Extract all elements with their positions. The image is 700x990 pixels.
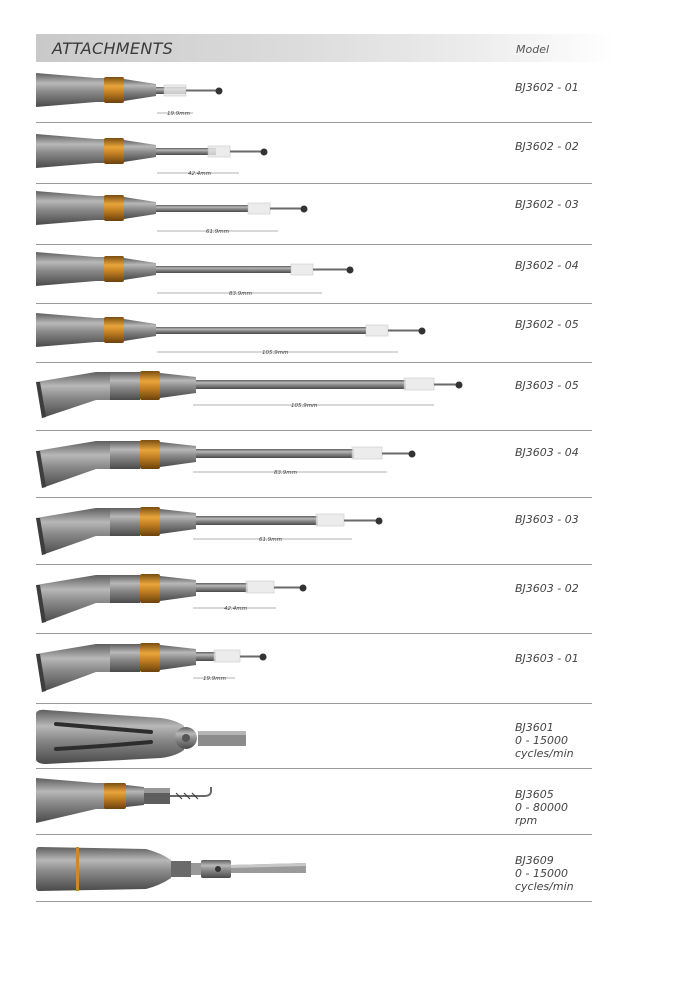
length-dimension: 19.9mm bbox=[167, 111, 190, 117]
product-row bbox=[36, 634, 592, 704]
product-row bbox=[36, 704, 592, 769]
model-number: BJ3603 - 04 bbox=[515, 446, 579, 459]
handpiece-angled-illustration bbox=[36, 498, 516, 564]
handpiece-straight-illustration bbox=[36, 123, 516, 183]
length-dimension: 61.9mm bbox=[206, 229, 229, 235]
model-number: BJ3602 - 04 bbox=[515, 259, 579, 272]
section-header bbox=[36, 34, 616, 62]
handpiece-straight-illustration bbox=[36, 62, 516, 122]
model-number: BJ3601 0 - 15000 cycles/min bbox=[515, 721, 574, 760]
length-dimension: 42.4mm bbox=[224, 606, 247, 612]
length-dimension: 83.9mm bbox=[274, 470, 297, 476]
handpiece-angled-illustration bbox=[36, 363, 516, 430]
product-row bbox=[36, 835, 592, 902]
product-row bbox=[36, 431, 592, 498]
product-row bbox=[36, 62, 592, 123]
reciprocating-saw-illustration bbox=[36, 835, 516, 901]
drill-handpiece-illustration bbox=[36, 769, 516, 834]
model-number: BJ3605 0 - 80000 rpm bbox=[515, 788, 568, 827]
length-dimension: 105.9mm bbox=[291, 403, 318, 409]
model-number: BJ3603 - 05 bbox=[515, 379, 579, 392]
length-dimension: 83.9mm bbox=[229, 291, 252, 297]
model-number: BJ3602 - 05 bbox=[515, 318, 579, 331]
product-row bbox=[36, 363, 592, 431]
handpiece-straight-illustration bbox=[36, 245, 516, 303]
model-number: BJ3603 - 03 bbox=[515, 513, 579, 526]
length-dimension: 42.4mm bbox=[188, 171, 211, 177]
product-row bbox=[36, 304, 592, 363]
product-row bbox=[36, 769, 592, 835]
product-row bbox=[36, 565, 592, 634]
model-number: BJ3602 - 01 bbox=[515, 81, 579, 94]
product-row bbox=[36, 245, 592, 304]
model-number: BJ3602 - 02 bbox=[515, 140, 579, 153]
handpiece-angled-illustration bbox=[36, 565, 516, 633]
handpiece-straight-illustration bbox=[36, 304, 516, 362]
handpiece-angled-illustration bbox=[36, 431, 516, 497]
length-dimension: 61.9mm bbox=[259, 537, 282, 543]
model-number: BJ3603 - 01 bbox=[515, 652, 579, 665]
length-dimension: 105.9mm bbox=[262, 350, 289, 356]
sagittal-saw-illustration bbox=[36, 704, 516, 768]
product-row bbox=[36, 498, 592, 565]
length-dimension: 19.9mm bbox=[203, 676, 226, 682]
model-number: BJ3602 - 03 bbox=[515, 198, 579, 211]
product-row bbox=[36, 184, 592, 245]
section-title: ATTACHMENTS bbox=[52, 39, 174, 58]
handpiece-straight-illustration bbox=[36, 184, 516, 244]
product-row bbox=[36, 123, 592, 184]
model-column-heading: Model bbox=[516, 43, 550, 56]
model-number: BJ3609 0 - 15000 cycles/min bbox=[515, 854, 574, 893]
model-number: BJ3603 - 02 bbox=[515, 582, 579, 595]
handpiece-angled-illustration bbox=[36, 634, 516, 703]
